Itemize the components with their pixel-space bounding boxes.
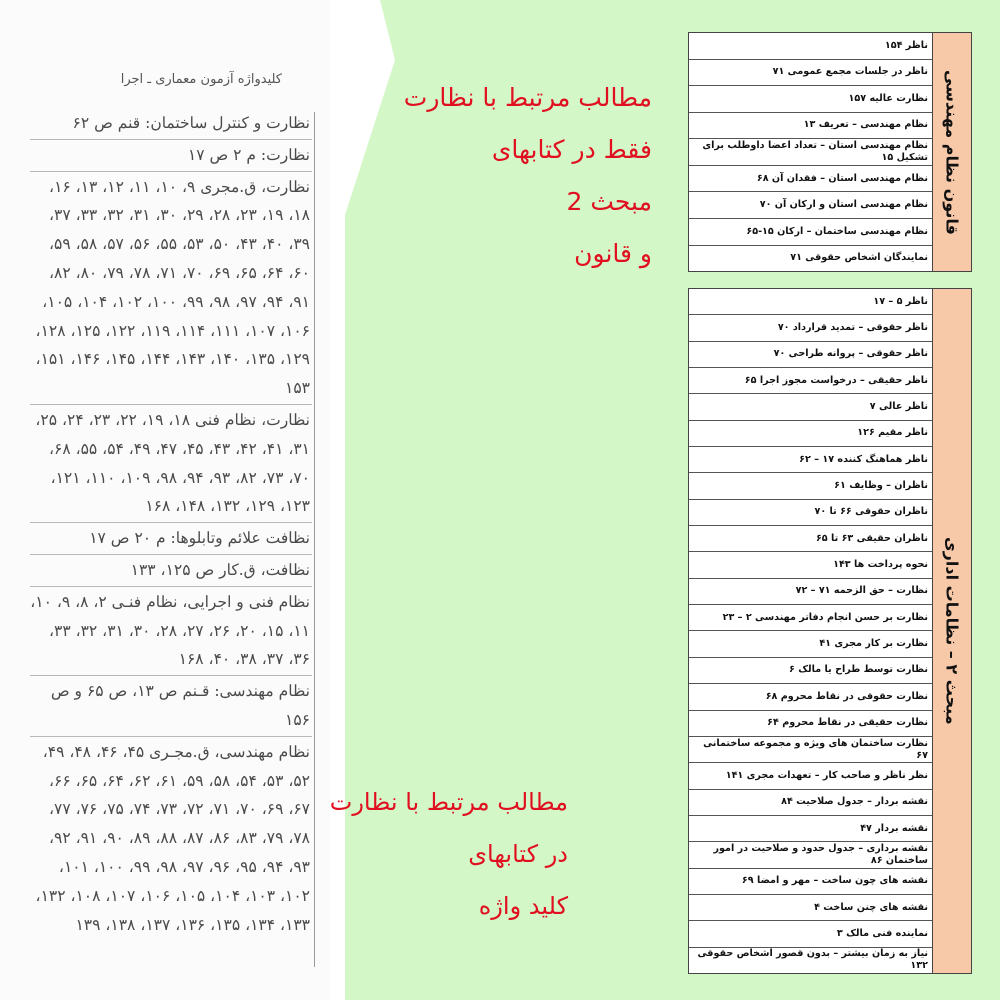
list-item: نقشه بردار ۴۷ bbox=[689, 816, 932, 842]
headline-top-line: مطالب مرتبط با نظارت bbox=[403, 83, 652, 112]
list-item: نظارت توسط طراح یا مالک ۶ bbox=[689, 658, 932, 684]
index-entry: نظام مهندسی، ق.مجـری ۴۵، ۴۶، ۴۸، ۴۹، ۵۲، ۵۳، ۵۴، ۵۸، ۵۹، ۶۱، ۶۲، ۶۴، ۶۵، ۶۶، ۶۷، ۶۹، ۷۰، ۷۱، ۷۲، ۷۳، ۷۴، ۷۵، ۷۶، ۷۷، ۷۸، ۷۹، ۸۳، ۸۶، ۸۷، ۸۸، ۸۹، ۹۰، ۹۱، ۹۲، ۹۳، ۹۴، ۹۵، ۹۶، ۹۷، ۹۸، ۹۹، ۱۰۰، ۱۰۱، ۱۰۲، ۱۰۳، ۱۰۴، ۱۰۵، ۱۰۶، ۱۰۷، ۱۰۸، ۱۳۲، ۱۳۳، ۱۳۴، ۱۳۵، ۱۳۶، ۱۳۷، ۱۳۸، ۱۳۹ bbox=[35, 742, 310, 934]
index-divider-line bbox=[314, 112, 315, 967]
headline-top-line: فقط در کتابهای bbox=[491, 135, 652, 164]
administrative-rules-panel bbox=[688, 288, 972, 974]
index-entry: نظارت: م ۲ ص ۱۷ bbox=[30, 140, 312, 172]
index-entries bbox=[30, 108, 312, 940]
panel-title: قانون نظام مهندسی bbox=[942, 69, 962, 235]
list-item: نقشه برداری – جدول حدود و صلاحیت در امور ساختمان ۸۶ bbox=[689, 842, 932, 868]
list-item: نظام مهندسی – تعریف ۱۳ bbox=[689, 113, 932, 140]
list-item: ناظر عالی ۷ bbox=[689, 394, 932, 420]
list-item: ناظر مقیم ۱۲۶ bbox=[689, 421, 932, 447]
panel-title: مبحث ۲ – نظامات اداری bbox=[942, 537, 962, 725]
list-item: ناظر هماهنگ کننده ۱۷ – ۶۲ bbox=[689, 447, 932, 473]
panel-title-strip bbox=[932, 289, 971, 973]
list-item: ناظر در جلسات مجمع عمومی ۷۱ bbox=[689, 60, 932, 87]
index-header: کلیدواژه آزمون معماری ـ اجرا bbox=[120, 72, 282, 87]
headline-top-line: و قانون bbox=[574, 239, 652, 268]
list-item: ناظر حقوقی – تمدید قرارداد ۷۰ bbox=[689, 315, 932, 341]
list-item: ناظران – وظایف ۶۱ bbox=[689, 473, 932, 499]
list-item: نظام مهندسی استان و ارکان آن ۷۰ bbox=[689, 192, 932, 219]
list-item: نظام مهندسی ساختمان – ارکان ۱۵-۶۵ bbox=[689, 219, 932, 246]
engineering-law-list bbox=[689, 33, 932, 271]
list-item: نظارت حقیقی در نقاط محروم ۶۴ bbox=[689, 711, 932, 737]
index-entry: نظافت، ق.کار ص ۱۲۵، ۱۳۳ bbox=[30, 555, 312, 587]
list-item: نظام مهندسی استان – تعداد اعضا داوطلب برای تشکیل ۱۵ bbox=[689, 139, 932, 166]
list-item: ناظر حقیقی – درخواست مجوز اجرا ۶۵ bbox=[689, 368, 932, 394]
panel-title-strip bbox=[932, 33, 971, 271]
list-item: ناظر حقوقی – پروانه طراحی ۷۰ bbox=[689, 342, 932, 368]
list-item: نظارت بر حسن انجام دفاتر مهندسی ۲ – ۲۳ bbox=[689, 605, 932, 631]
headline-bottom-line: کلید واژه bbox=[478, 892, 568, 920]
index-entry: نظارت و کنترل ساختمان: قنم ص ۶۲ bbox=[30, 108, 312, 140]
headline-bottom-line: مطالب مرتبط با نظارت bbox=[329, 788, 568, 816]
list-item: نیاز به زمان بیشتر – بدون قصور اشخاص حقوقی ۱۳۲ bbox=[697, 948, 928, 972]
keyword-index-scan bbox=[0, 0, 330, 1000]
list-item: ناظران حقیقی ۶۳ تا ۶۵ bbox=[689, 526, 932, 552]
index-entry: نظارت، نظام فنی ۱۸، ۱۹، ۲۲، ۲۳، ۲۴، ۲۵، ۳۱، ۴۱، ۴۲، ۴۳، ۴۵، ۴۷، ۴۹، ۵۴، ۵۵، ۶۸، ۷۰، ۷۳، ۸۲، ۹۳، ۹۴، ۹۸، ۱۰۹، ۱۱۰، ۱۲۱، ۱۲۳، ۱۲۹، ۱۳۲، ۱۴۸، ۱۶۸ bbox=[30, 405, 312, 523]
headline-bottom-line: در کتابهای bbox=[468, 840, 568, 868]
index-entry: نظام مهندسی: قـنم ص ۱۳، ص ۶۵ و ص ۱۵۶ bbox=[30, 676, 312, 737]
list-item: نقشه بردار – جدول صلاحیت ۸۴ bbox=[689, 790, 932, 816]
headline-top-line: مبحث 2 bbox=[566, 187, 652, 216]
list-item: نظارت ساختمان های ویژه و مجموعه ساختمانی ۶۷ bbox=[689, 737, 932, 763]
index-entry: نظافت علائم وتابلوها: م ۲۰ ص ۱۷ bbox=[30, 523, 312, 555]
list-item: ناظر ۱۵۴ bbox=[689, 33, 932, 60]
list-item: نظر ناظر و صاحب کار – تعهدات مجری ۱۴۱ bbox=[689, 763, 932, 789]
engineering-law-panel bbox=[688, 32, 972, 272]
administrative-rules-list bbox=[689, 289, 932, 973]
headline-bottom bbox=[329, 776, 568, 932]
list-item: نحوه پرداخت ها ۱۴۳ bbox=[689, 552, 932, 578]
list-item: نقشه های چون ساخت – مهر و امضا ۶۹ bbox=[689, 869, 932, 895]
list-item: نمایندگان اشخاص حقوقی ۷۱ bbox=[790, 252, 928, 264]
list-item: نظارت بر کار مجری ۴۱ bbox=[689, 631, 932, 657]
list-item: نظارت عالیه ۱۵۷ bbox=[689, 86, 932, 113]
list-item: نظارت – حق الزحمه ۷۱ – ۷۲ bbox=[689, 579, 932, 605]
index-entry: نظام فنی و اجرایی، نظام فنـی ۲، ۸، ۹، ۱۰، ۱۱، ۱۵، ۲۰، ۲۶، ۲۷، ۲۸، ۳۰، ۳۱، ۳۲، ۳۳، ۳۶، ۳۷، ۳۸، ۴۰، ۱۶۸ bbox=[30, 587, 312, 676]
list-item: نماینده فنی مالک ۳ bbox=[689, 921, 932, 947]
headline-top bbox=[392, 72, 652, 280]
list-item: نظام مهندسی استان – فقدان آن ۶۸ bbox=[689, 166, 932, 193]
list-item: نظارت حقوقی در نقاط محروم ۶۸ bbox=[689, 684, 932, 710]
list-item: ناظران حقوقی ۶۶ تا ۷۰ bbox=[689, 500, 932, 526]
list-item: ناظر ۵ – ۱۷ bbox=[689, 289, 932, 315]
index-entry: نظارت، ق.مجری ۹، ۱۰، ۱۱، ۱۲، ۱۳، ۱۶، ۱۸، ۱۹، ۲۳، ۲۸، ۲۹، ۳۰، ۳۱، ۳۲، ۳۳، ۳۷، ۳۹، ۴۰، ۴۳، ۵۰، ۵۳، ۵۵، ۵۶، ۵۷، ۵۸، ۵۹، ۶۰، ۶۴، ۶۵، ۶۹، ۷۰، ۷۱، ۷۸، ۷۹، ۸۰، ۸۲، ۹۱، ۹۴، ۹۷، ۹۸، ۹۹، ۱۰۰، ۱۰۲، ۱۰۴، ۱۰۵، ۱۰۶، ۱۰۷، ۱۱۱، ۱۱۴، ۱۱۹، ۱۲۲، ۱۲۵، ۱۲۸، ۱۲۹، ۱۳۵، ۱۴۰، ۱۴۳، ۱۴۴، ۱۴۵، ۱۴۶، ۱۵۱، ۱۵۳ bbox=[30, 172, 312, 405]
list-item: نقشه های چنن ساخت ۴ bbox=[689, 895, 932, 921]
